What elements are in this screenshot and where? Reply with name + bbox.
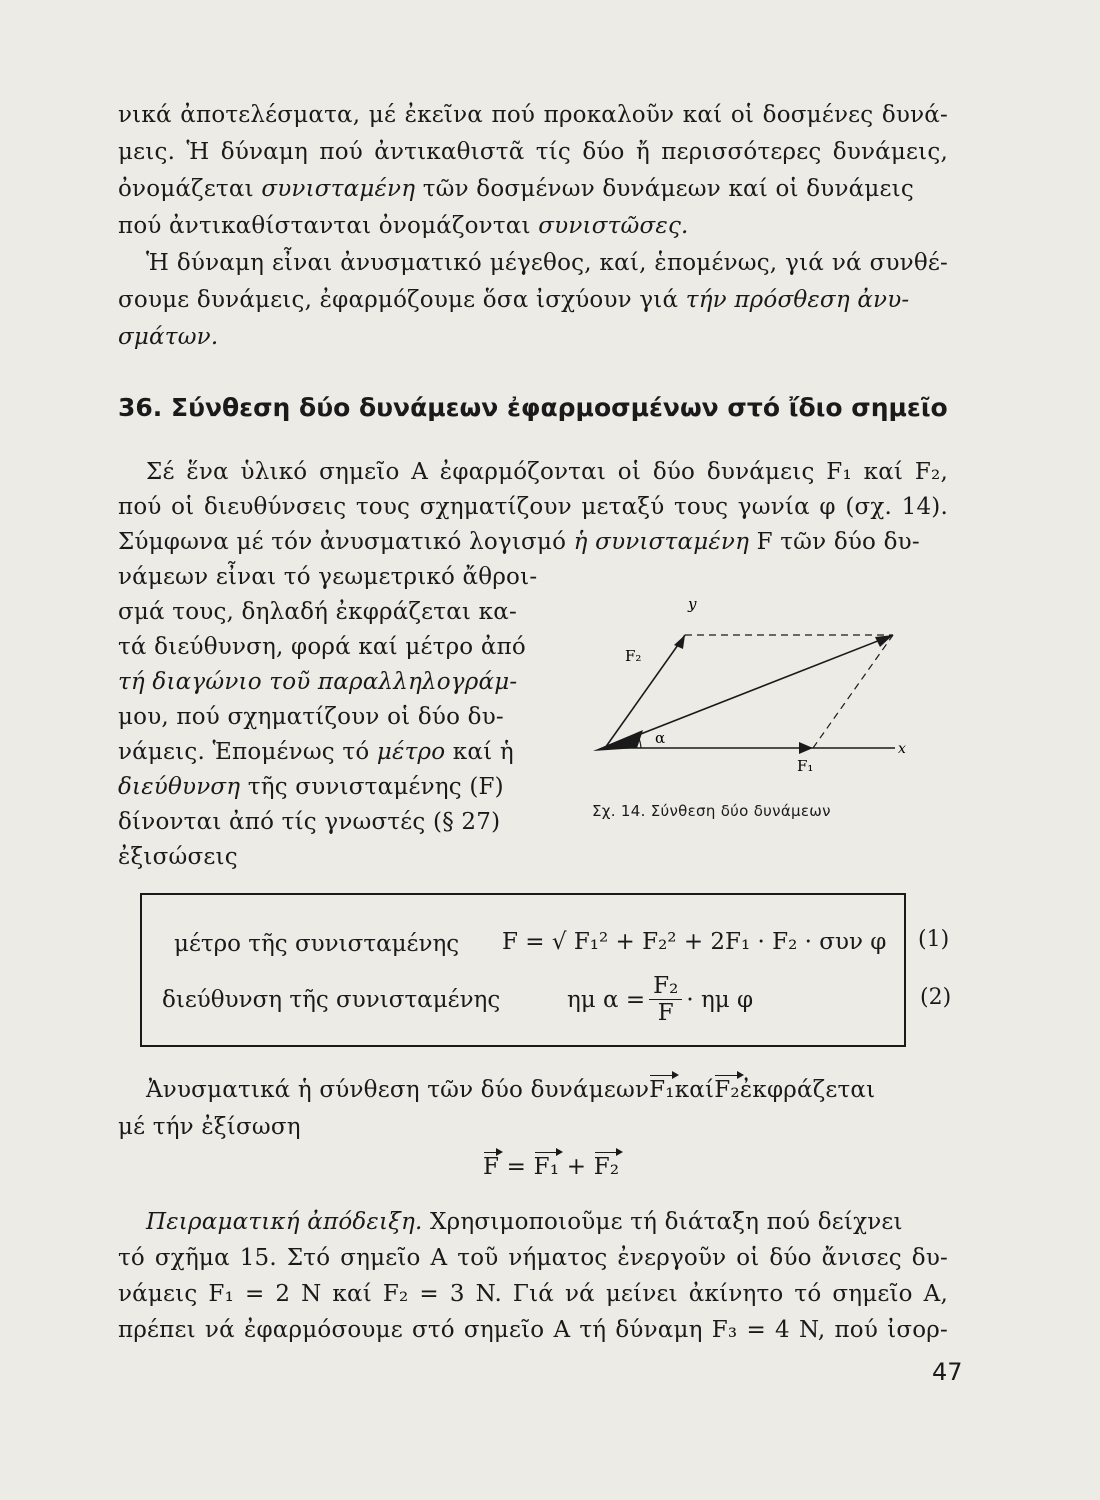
- intro-line-2: [118, 135, 948, 169]
- vector-f2: F₂: [594, 1150, 620, 1184]
- intro-line-1: [118, 98, 948, 132]
- label-alpha: α: [655, 729, 666, 747]
- section-line-7: [118, 665, 517, 699]
- text-run: δίνονται ἀπό τίς γνωστές (§ 27): [118, 809, 501, 835]
- formula-magnitude-text: F = √ F₁² + F₂² + 2F₁ · F₂ · συν φ: [502, 929, 887, 955]
- text-run: τῆς συνισταμένης (F): [240, 774, 504, 800]
- text-run: τό σχῆμα 15. Στό σημεῖο Α τοῦ νήματος ἐνεργοῦν οἱ δύο ἄνισες δυ-: [118, 1245, 948, 1271]
- section-heading: 36. Σύνθεση δύο δυνάμεων ἐφαρμοσμένων στό ἴδιο σημεῖο: [118, 393, 948, 422]
- term-resultant: ἡ συνισταμένη: [573, 529, 750, 555]
- text-run: ἐξισώσεις: [118, 844, 238, 870]
- text-run: +: [559, 1154, 594, 1180]
- text-run: πού ἀντικαθίστανται ὀνομάζονται: [118, 213, 539, 239]
- formula-label-direction: διεύθυνση τῆς συνισταμένης: [162, 987, 501, 1013]
- term-direction: διεύθυνση: [118, 774, 241, 800]
- text-run: τά διεύθυνση, φορά καί μέτρο ἀπό: [118, 634, 526, 660]
- text-run: πού οἱ διευθύνσεις τους σχηματίζουν μεταξύ τους γωνία φ (σχ. 14).: [118, 494, 948, 520]
- text-run: ὀνομάζεται: [118, 176, 262, 202]
- section-line-9: [118, 735, 514, 769]
- formula-direction-left: ημ α =: [567, 986, 646, 1013]
- vector-line-1: [146, 1073, 948, 1107]
- intro-line-7: [118, 320, 218, 354]
- section-line-2: [118, 490, 948, 524]
- intro-line-3: [118, 172, 948, 206]
- section-line-4: [118, 560, 537, 594]
- experiment-line-2: [118, 1241, 948, 1275]
- f1-arrowhead: [799, 742, 813, 754]
- point-a-wedge: [593, 730, 643, 751]
- text-run: νάμεις. Ἑπομένως τό: [118, 739, 377, 765]
- parallelogram-right-dashed: [813, 635, 893, 748]
- term-diagonal: τή διαγώνιο τοῦ παραλληλογράμ-: [118, 669, 518, 695]
- formula-magnitude: [502, 925, 886, 959]
- term-experimental-proof: Πειραματική ἀπόδειξη.: [146, 1209, 423, 1235]
- fraction: [649, 973, 682, 1026]
- figure-caption: Σχ. 14. Σύνθεση δύο δυνάμεων: [592, 802, 831, 820]
- text-run: μου, πού σχηματίζουν οἱ δύο δυ-: [118, 704, 504, 730]
- label-y: y: [688, 595, 697, 613]
- text-run: σουμε δυνάμεις, ἐφαρμόζουμε ὅσα ἰσχύουν γιά: [118, 287, 686, 313]
- text-run: [146, 1205, 903, 1239]
- vector-f: F: [483, 1150, 499, 1184]
- fraction-numerator: F₂: [649, 973, 682, 1000]
- text-run: =: [499, 1154, 534, 1180]
- section-line-1: [146, 455, 948, 489]
- resultant-arrowhead: [875, 635, 893, 647]
- text-run: Χρησιμοποιοῦμε τή διάταξη πού δείχνει: [422, 1209, 903, 1235]
- text-run: καί ἡ: [445, 739, 514, 765]
- text-run: πρέπει νά ἐφαρμόσουμε στό σημεῖο Α τή δύναμη F₃ = 4 N, πού ἰσορ-: [118, 1317, 948, 1343]
- section-line-6: [118, 630, 526, 664]
- text-run: [118, 172, 914, 206]
- text-run: σμάτων.: [118, 324, 219, 350]
- text-run: νάμεων εἶναι τό γεωμετρικό ἄθροι-: [118, 564, 538, 590]
- text-run: Σύμφωνα μέ τόν ἀνυσματικό λογισμό: [118, 529, 574, 555]
- formula-box: [140, 893, 952, 1047]
- section-line-3: [118, 525, 948, 559]
- label-f1: F₁: [797, 757, 814, 775]
- text-run: F τῶν δύο δυ-: [749, 529, 920, 555]
- intro-line-6: [118, 283, 909, 317]
- term-magnitude: μέτρο: [376, 739, 446, 765]
- experiment-line-1: [146, 1205, 948, 1239]
- section-line-11: [118, 805, 500, 839]
- text-run: Ἡ δύναμη εἶναι ἀνυσματικό μέγεθος, καί, ἑπομένως, γιά νά συνθέ-: [146, 250, 948, 276]
- page-number: 47: [932, 1358, 963, 1386]
- text-run: καί: [674, 1077, 715, 1103]
- force-parallelogram-figure: [575, 585, 915, 785]
- section-line-5: [118, 595, 517, 629]
- label-f2: F₂: [625, 647, 642, 665]
- vector-resultant-f: [605, 635, 893, 748]
- text-run: ἐκφράζεται: [739, 1077, 876, 1103]
- formula-direction-right: · ημ φ: [686, 986, 754, 1013]
- section-line-8: [118, 700, 504, 734]
- fraction-denominator: F: [657, 1000, 674, 1026]
- text-run: Σέ ἕνα ὑλικό σημεῖο Α ἐφαρμόζονται οἱ δύο δυνάμεις F₁ καί F₂,: [146, 459, 948, 485]
- term-resultant: συνισταμένη: [261, 176, 416, 202]
- section-line-10: [118, 770, 504, 804]
- term-components: συνιστῶσες.: [538, 213, 689, 239]
- text-run: νικά ἀποτελέσματα, μέ ἐκεῖνα πού προκαλοῦν καί οἱ δοσμένες δυνά-: [118, 102, 948, 128]
- text-run: μεις. Ἡ δύναμη πού ἀντικαθιστᾶ τίς δύο ἤ περισσότερες δυνάμεις,: [118, 139, 948, 165]
- vector-f1: F₁: [649, 1073, 675, 1107]
- experiment-line-3: [118, 1277, 948, 1311]
- experiment-line-4: [118, 1313, 948, 1347]
- equation-number-1: (1): [918, 927, 950, 952]
- text-run: Ἀνυσματικά ἡ σύνθεση τῶν δύο δυνάμεων: [146, 1077, 650, 1103]
- formula-direction: [567, 973, 753, 1026]
- text-run: σμά τους, δηλαδή ἐκφράζεται κα-: [118, 599, 517, 625]
- vector-f1: F₁: [534, 1150, 560, 1184]
- section-line-12: [118, 840, 238, 874]
- intro-line-4: [118, 209, 689, 243]
- label-x: x: [898, 741, 906, 757]
- text-run: νάμεις F₁ = 2 N καί F₂ = 3 N. Γιά νά μείνει ἀκίνητο τό σημεῖο Α,: [118, 1281, 948, 1307]
- vector-f2: F₂: [714, 1073, 740, 1107]
- text-run: τῶν δοσμένων δυνάμεων καί οἱ δυνάμεις: [415, 176, 914, 202]
- intro-line-5: [146, 246, 948, 280]
- term-vector-addition: τήν πρόσθεση ἀνυ-: [685, 287, 910, 313]
- equation-number-2: (2): [920, 985, 952, 1010]
- vector-f2: [605, 635, 685, 748]
- vector-line-2: μέ τήν ἐξίσωση: [118, 1114, 301, 1140]
- formula-label-magnitude: μέτρο τῆς συνισταμένης: [174, 931, 460, 957]
- vector-equation: [483, 1150, 619, 1184]
